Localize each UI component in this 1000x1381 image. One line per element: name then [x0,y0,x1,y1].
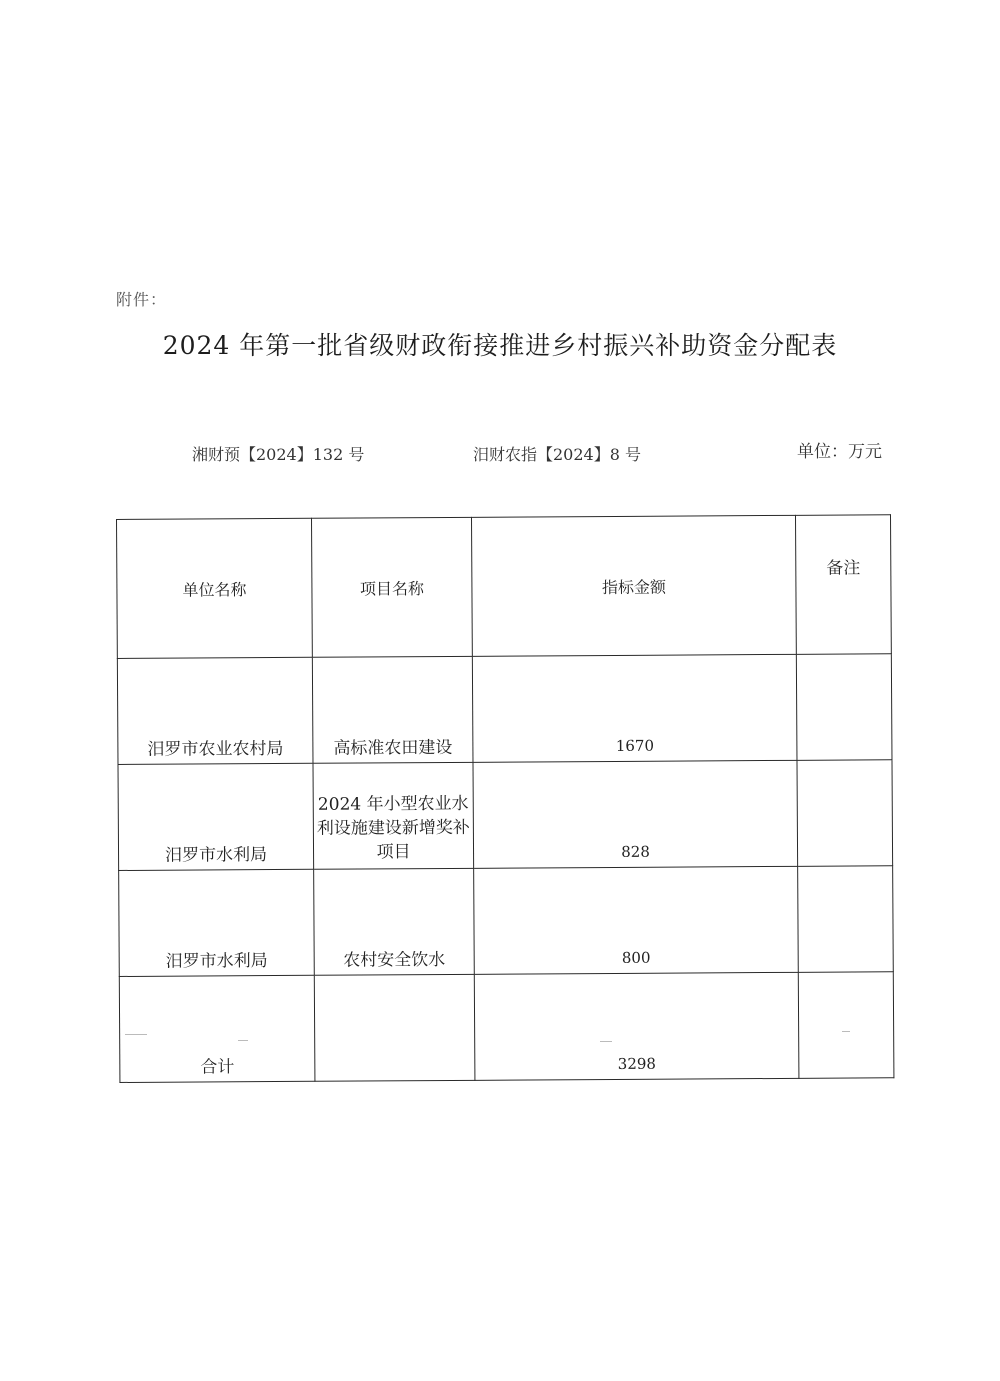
header-remark: 备注 [795,515,891,655]
total-remark [798,972,894,1079]
row-project: 2024 年小型农业水利设施建设新增奖补项目 [313,762,474,869]
scan-speck [842,1031,850,1032]
table-row [117,654,892,765]
scan-speck [125,1034,147,1035]
attachment-label: 附件： [116,290,168,309]
total-label: 合计 [119,975,315,1082]
header-unit-name: 单位名称 [117,518,313,658]
row-unit: 汨罗市农业农村局 [117,657,313,764]
table-total-row [119,972,894,1083]
scan-speck [238,1040,248,1041]
row-amount: 800 [474,866,799,974]
table-row [119,866,894,977]
table-row [118,760,893,871]
row-amount: 828 [473,760,798,868]
row-unit: 汨罗市水利局 [118,763,314,870]
scan-speck [600,1041,612,1042]
unit-label: 单位：万元 [797,442,882,462]
doc-reference-city: 汨财农指【2024】8 号 [473,445,641,464]
row-remark [798,866,894,973]
allocation-table [116,514,894,1083]
total-project [314,974,475,1081]
row-project: 农村安全饮水 [314,868,475,975]
row-remark [797,760,893,867]
row-unit: 汨罗市水利局 [119,869,315,976]
doc-reference-provincial: 湘财预【2024】132 号 [192,445,365,464]
header-amount: 指标金额 [471,515,796,656]
row-project: 高标准农田建设 [312,656,473,763]
table-header-row [117,515,892,659]
row-amount: 1670 [472,654,797,762]
header-project-name: 项目名称 [311,517,472,657]
document-title: 2024 年第一批省级财政衔接推进乡村振兴补助资金分配表 [162,331,838,360]
total-amount: 3298 [474,972,799,1080]
row-remark [796,654,892,761]
